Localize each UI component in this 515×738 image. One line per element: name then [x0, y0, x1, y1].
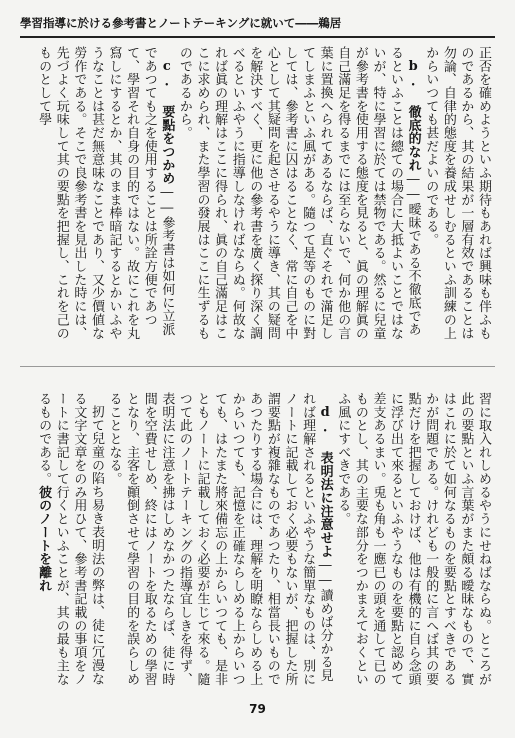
section-heading: d. 表明法に注意せよ	[317, 405, 333, 558]
paragraph	[35, 392, 105, 692]
top-text-block	[26, 46, 492, 348]
section-heading: c. 要點をつかめ	[159, 59, 175, 186]
paragraph: 正否を確めようといふ期待もあれば興味も伴ふものであるから、其の結果が一層有效であることは勿論、自律的態度を養成せしむるといふ訓練の上からいつても甚だよいのである。	[423, 46, 491, 340]
section-body: ――曖昧である不徹底であるといふことは總ての場合に大抵よいことではないが、特に學習に於ては禁物である。然るに兒童が參考書を使用する態度を見ると、眞の理解眞の自己滿足を得るまでには至らないで、何か他の言葉に置換へられてあるならば、直ぐそれで滿足してしまふといふ風がある。隨つて是等のものに對しては、參考書に囚はることなく、常に自己を中心として其疑問を起させるやうに導き、其の疑問を解決すべく、更に他の參考書を廣く探り深く調べるといふやうに指導しなければならぬ。何故なれば眞の理解はここに得られ、眞の自己滿足はここに求められ、また學習の發展はここに生ずるものであるから。	[176, 46, 421, 340]
section-heading: b. 徹底的なれ	[405, 59, 421, 172]
section-body: ――參考書は如何に立派であつても之を使用することは所詮方便であつて、學習それ自身の目的ではない。故にこれを丸寫しにするとか、其のまま棒暗記するとかいふやうなことは甚だ無意味なことであり、又少價値な勞作である。そこで良參考書を見出した時には、先づよく玩味して其の要點を把握し、これを己のものとして學	[36, 46, 175, 340]
page-number: 79	[249, 702, 266, 716]
section-body: ――讀めば分かる見れば理解されるといふやうな簡單なものは、別にノートに記載しておく必要もないが、把握した所謂要點が複雜なものであつたり、相當長いものであつたりする場合には、理解を明瞭ならしめる上からいつても、記憶を正確ならしめる上からいつても、はたまた將來備忘の上からいつても、是非ともノートに記載しておく必要が生じて來る。隨つて此のノートテーキングの指導宜しきを得ず、表明法に注意を拂はしめなかつたならば、徒に時間を空費せしめ、終にはノートを取るための學習となり、主客を顚倒させて學習の目的を誤らしめることとなる。	[106, 392, 333, 686]
paragraph	[105, 392, 334, 692]
emphasis-text: 彼のノートを離れ	[36, 485, 52, 593]
paragraph	[175, 46, 421, 348]
paragraph	[35, 46, 176, 348]
block-divider	[20, 366, 495, 367]
bottom-text-block	[26, 392, 492, 692]
running-header: 學習指導に於ける參考書とノートテーキングに就いて――鵜居	[20, 10, 495, 38]
section-body: 扨て兒童の陷ち易き表明法の弊は、徒に冗漫なる文字文章をのみ用ひて、參考書記載の事項をノートに書記して行くといふことが、其の最も主なるものである。	[36, 392, 104, 686]
paragraph: 習に取入れしめるやうにせねばならぬ。ところが此の要點といふ言葉がまた頗る曖昧なもので、實はこれに於て如何なるものを要點とすべきであるかが問題である。けれども一般的に言へば其の要點だけを把握しておけば、他は有機的に自ら念頭に浮び出て來るといふやうなものを要點と認めて差支あるまい。兎も角も一應已の頭を通して已のものとし、其の主要な部分をつかまえておくといふ風にすべきである。	[335, 392, 491, 686]
